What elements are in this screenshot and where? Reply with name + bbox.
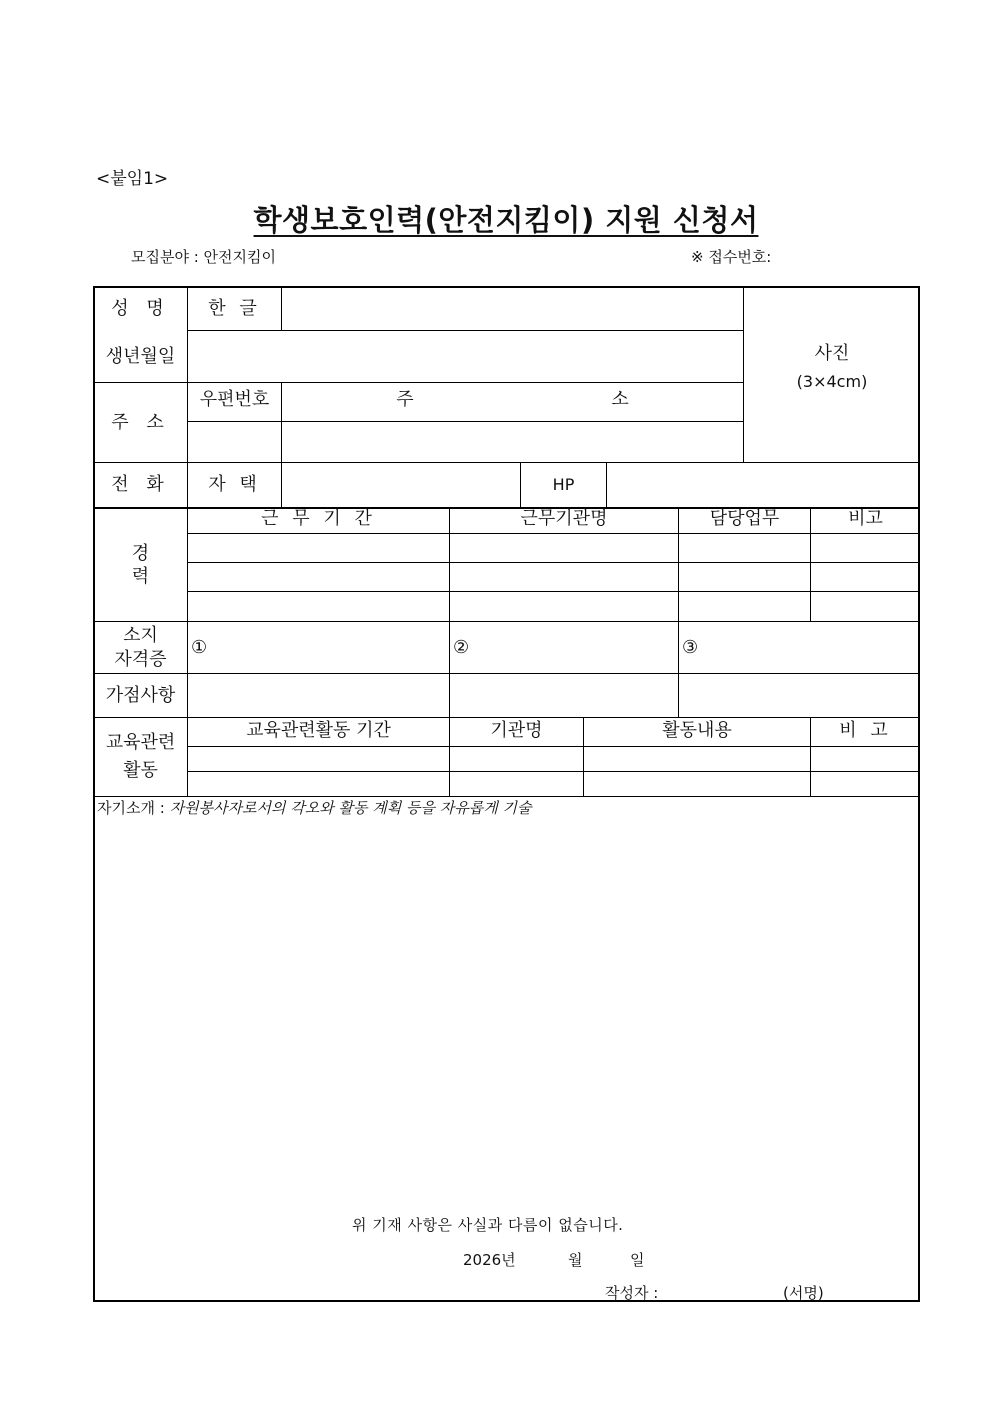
column-divider — [678, 507, 679, 717]
certificate-marker-2: ② — [453, 637, 470, 658]
declaration-year: 2026년 — [463, 1251, 516, 1269]
address-input[interactable] — [282, 422, 743, 462]
zip-code-input[interactable] — [188, 422, 281, 462]
birthdate-input[interactable] — [188, 331, 742, 381]
career-header-period: 근 무 기 간 — [261, 508, 376, 530]
certificate-marker-3: ③ — [682, 637, 699, 658]
self-introduction-input[interactable] — [96, 820, 918, 1200]
career-header-organization: 근무기관명 — [520, 508, 608, 530]
home-phone-input[interactable] — [282, 463, 520, 507]
form-title: 학생보호인력(안전지킴이) 지원 신청서 — [253, 203, 759, 237]
self-introduction-label: 자기소개 : — [97, 799, 165, 817]
edu-header-period: 교육관련활동 기간 — [246, 720, 391, 742]
bonus-points-label: 가점사항 — [105, 684, 176, 706]
column-divider — [449, 507, 450, 796]
receipt-number-label: ※ 접수번호: — [691, 248, 772, 266]
attachment-label: <붙임1> — [96, 169, 169, 189]
declaration-statement: 위 기재 사항은 사실과 다름이 없습니다. — [352, 1216, 624, 1234]
photo-box — [744, 340, 920, 394]
home-phone-label: 자 택 — [208, 474, 261, 496]
career-header-duty: 담당업무 — [709, 508, 780, 530]
declaration-day: 일 — [630, 1251, 645, 1269]
birthdate-label: 생년월일 — [105, 345, 176, 367]
zip-code-label: 우편번호 — [199, 389, 270, 411]
phone-label: 전 화 — [111, 474, 170, 496]
edu-header-content: 활동내용 — [662, 720, 732, 742]
row-divider — [94, 673, 920, 674]
recruit-field-label: 모집분야 : 안전지킴이 — [131, 248, 277, 266]
certificate-label-line1: 소지 — [123, 625, 158, 647]
mobile-phone-input[interactable] — [607, 463, 919, 507]
photo-size-label: (3×4cm) — [796, 371, 868, 391]
address-label: 주 소 — [111, 411, 170, 433]
name-input[interactable] — [282, 288, 742, 329]
name-label: 성 명 — [111, 297, 170, 319]
mobile-phone-label: HP — [552, 474, 575, 494]
signature-label: (서명) — [783, 1284, 824, 1302]
declaration-month: 월 — [568, 1251, 583, 1269]
education-activity-label-line2: 활동 — [123, 760, 158, 781]
edu-header-note: 비 고 — [839, 720, 892, 742]
career-header-note: 비고 — [848, 508, 883, 530]
author-label: 작성자 : — [605, 1284, 659, 1302]
self-introduction-prompt — [97, 797, 531, 818]
self-introduction-hint: 자원봉사자로서의 각오와 활동 계획 등을 자유롭게 기술 — [169, 799, 532, 817]
certificate-label — [94, 622, 187, 673]
photo-label: 사진 — [814, 343, 850, 364]
certificate-label-line2: 자격증 — [114, 648, 167, 670]
address-column-label: 주 소 — [396, 389, 725, 411]
certificate-marker-1: ① — [191, 637, 208, 658]
row-divider — [94, 621, 920, 622]
education-activity-label — [94, 718, 187, 796]
edu-header-organization: 기관명 — [490, 720, 543, 742]
career-label: 경 력 — [131, 542, 174, 587]
education-activity-label-line1: 교육관련 — [105, 732, 176, 754]
name-korean-label: 한 글 — [208, 297, 261, 319]
